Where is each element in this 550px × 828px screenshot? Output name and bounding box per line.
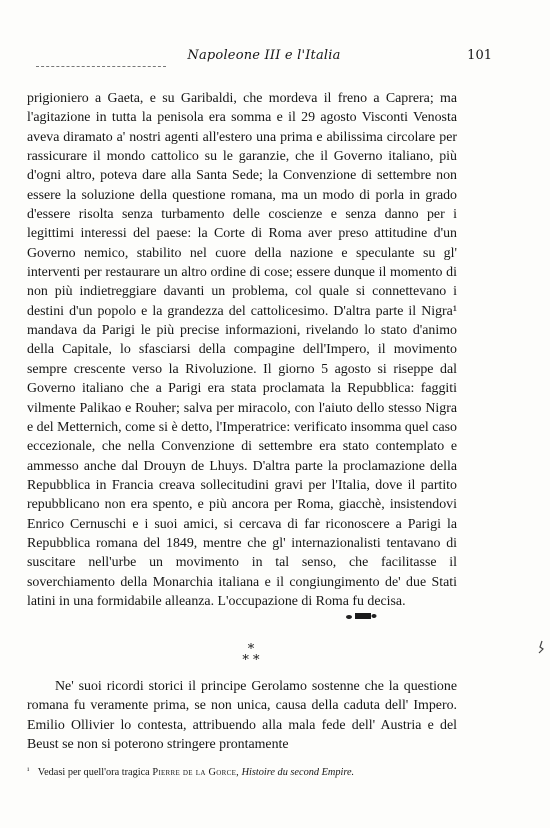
asterism-bottom: * * (242, 653, 260, 668)
section-asterism (236, 642, 266, 668)
second-paragraph-block (27, 677, 457, 754)
footnote (27, 764, 467, 779)
footnote-mark: ¹ (27, 766, 30, 775)
ink-blot-mark (345, 611, 377, 621)
footnote-author: Pierre de la Gorce, (152, 767, 240, 778)
running-head-title: Napoleone III e l'Italia (187, 48, 341, 63)
header-rule (36, 66, 166, 67)
asterism-top: * (247, 642, 255, 657)
page-number: 101 (467, 48, 492, 63)
main-text (27, 89, 457, 611)
footnote-lead: Vedasi per quell'ora tragica (37, 767, 150, 778)
footnote-work: Histoire du second Empire. (241, 767, 355, 778)
running-head (36, 48, 492, 68)
margin-smudge (536, 640, 546, 654)
paragraph-new: Ne' suoi ricordi storici il principe Gerolamo sostenne che la questione romana fu veramente prima, se non unica, causa della caduta dell' Impero. Emilio Ollivier lo contesta, attribuendo alla mala fede dell' Austria e del Beust se non si poterono stringere prontamente (27, 679, 457, 752)
paragraph-continued: prigioniero a Gaeta, e su Garibaldi, che mordeva il freno a Caprera; ma l'agitazione in tutta la penisola era somma e il 29 agosto Visconti Venosta aveva diramato a' nostri agenti all'estero una prima e abilissima circolare per rassicurare il mondo cattolico su le garanzie, che il Governo italiano, più d'ogni altro, poteva dare alla Santa Sede; la Convenzione di settembre non essere la soluzione della questione romana, ma un modo di porla in grado d'essere risolta senza turbamento delle coscienze e senza danno per i legittimi interessi del paese: la Corte di Roma aver preso attitudine d'un Governo nemico, stabilito nel cuore della nazione e speculante su gl' interventi per restaurare un altro ordine di cose; essere dunque il momento di non più indietreggiare davanti un problema, col quale si connettevano i destini d'un popolo e la grandezza del cattolicesimo. D'altra parte il Nigra¹ mandava da Parigi le più precise informazioni, rivelando lo stato d'animo della Capitale, lo sfasciarsi della compagine dell'Impero, il movimento sempre crescente verso la Rivoluzione. Il giorno 5 agosto si riseppe dal Governo italiano che a Parigi era stata proclamata la Repubblica: faggiti vilmente Palikao e Rouher; salva per miracolo, con l'aiuto dello stesso Nigra e del Metternich, come si è detto, l'Imperatrice: verificato insomma quel caso eccezionale, che nella Convenzione di settembre era stato contemplato e ammesso anche dal Drouyn de Lhuys. D'altra parte la proclamazione della Repubblica in Francia creava sollecitudini gravi per l'Italia, dove il partito repubblicano non era spento, e più ancora per Roma, giacchè, insistendovi Enrico Cernuschi e i suoi amici, si cercava di far riconoscere a Parigi la Repubblica romana del 1849, mentre che gl' internazionalisti tentavano di suscitare nell'urbe un movimento in tal senso, che facilitasse il soverchiamento della Monarchia italiana e il congiungimento de' due Stati latini in una formidabile alleanza. L'occupazione di Roma fu decisa. (27, 91, 457, 609)
